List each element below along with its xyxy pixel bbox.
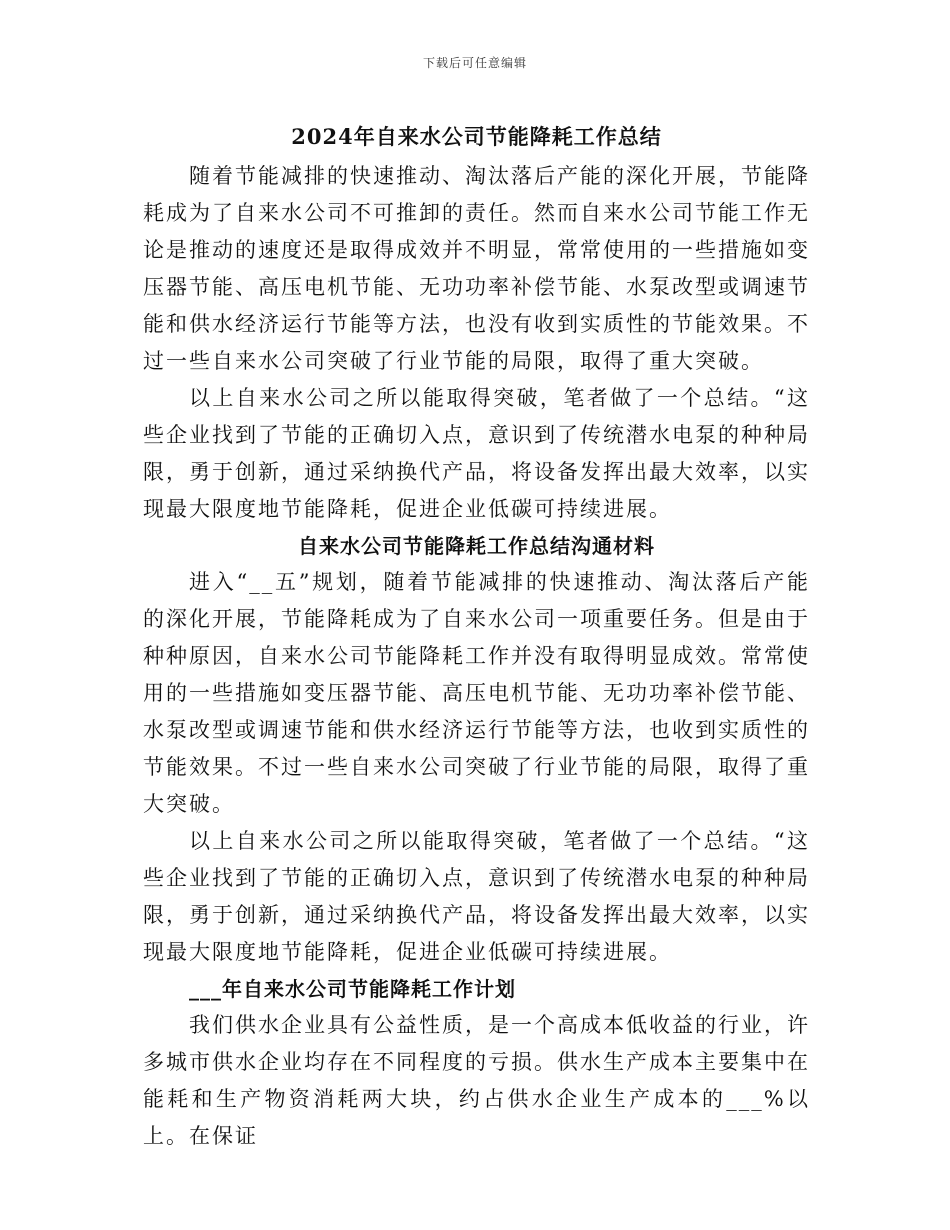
paragraph: 以上自来水公司之所以能取得突破，笔者做了一个总结。“这些企业找到了节能的正确切入点，意识到了传统潜水电泵的种种局限，勇于创新，通过采纳换代产品，将设备发挥出最大效率，以实现最大限度地节能降耗，促进企业低碳可持续进展。 xyxy=(143,829,810,964)
section-heading: ___年自来水公司节能降耗工作计划 xyxy=(189,977,516,1001)
paragraph: 我们供水企业具有公益性质，是一个高成本低收益的行业，许多城市供水企业均存在不同程度的亏损。供水生产成本主要集中在能耗和生产物资消耗两大块，约占供水企业生产成本的___%以上。在保证 xyxy=(143,1013,810,1148)
paragraph: 随着节能减排的快速推动、淘汰落后产能的深化开展，节能降耗成为了自来水公司不可推卸的责任。然而自来水公司节能工作无论是推动的速度还是取得成效并不明显，常常使用的一些措施如变压器节能、高压电机节能、无功功率补偿节能、水泵改型或调速节能和供水经济运行节能等方法，也没有收到实质性的节能效果。不过一些自来水公司突破了行业节能的局限，取得了重大突破。 xyxy=(143,164,810,373)
section-heading: 自来水公司节能降耗工作总结沟通材料 xyxy=(298,534,655,558)
paragraph: 以上自来水公司之所以能取得突破，笔者做了一个总结。“这些企业找到了节能的正确切入点，意识到了传统潜水电泵的种种局限，勇于创新，通过采纳换代产品，将设备发挥出最大效率，以实现最大限度地节能降耗，促进企业低碳可持续进展。 xyxy=(143,386,810,521)
paragraph: 进入“__五”规划，随着节能减排的快速推动、淘汰落后产能的深化开展，节能降耗成为了自来水公司一项重要任务。但是由于种种原因，自来水公司节能降耗工作并没有取得明显成效。常常使用的一些措施如变压器节能、高压电机节能、无功功率补偿节能、水泵改型或调速节能和供水经济运行节能等方法，也收到实质性的节能效果。不过一些自来水公司突破了行业节能的局限，取得了重大突破。 xyxy=(143,570,810,816)
document-body xyxy=(143,120,810,1155)
document-title: 2024年自来水公司节能降耗工作总结 xyxy=(291,124,662,149)
header-note: 下载后可任意编辑 xyxy=(422,56,527,70)
